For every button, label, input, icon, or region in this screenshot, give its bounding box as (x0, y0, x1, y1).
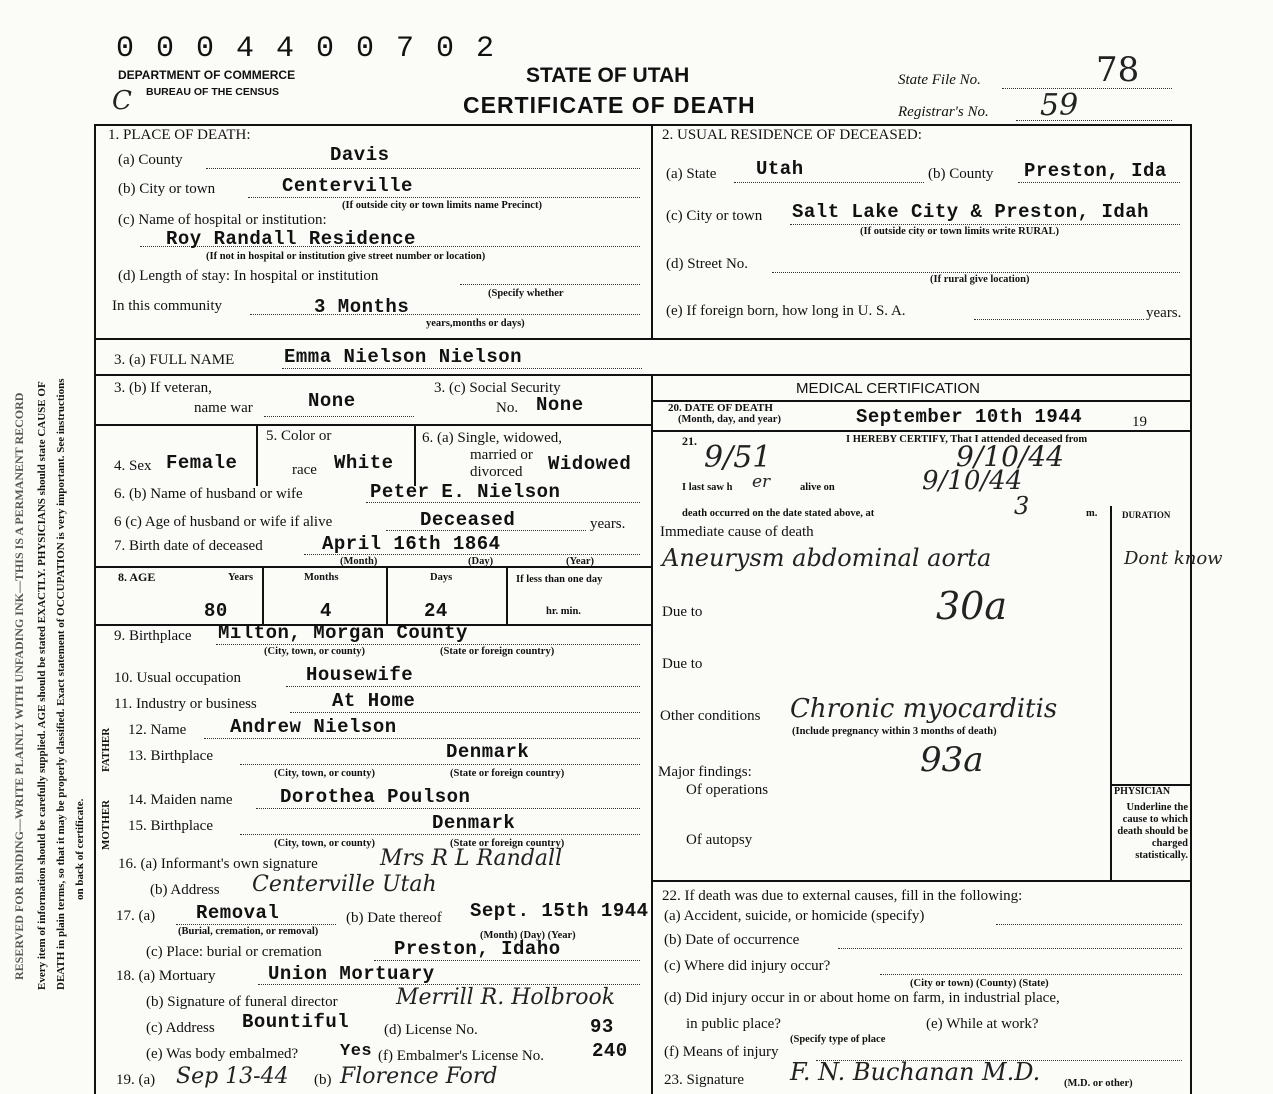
mortuary-address-label: (c) Address (146, 1020, 215, 1036)
filed-label: 19. (a) (116, 1072, 156, 1088)
street-label: (d) Street No. (666, 256, 749, 272)
date-thereof-label: (b) Date thereof (346, 910, 442, 926)
certificate-serial: 0 0 0 4 4 0 0 7 0 2 (116, 32, 497, 66)
external-heading: 22. If death was due to external causes, fill in the following: (662, 888, 1023, 904)
death-date-note: (Month, day, and year) (678, 414, 781, 425)
margin-instructions-2: DEATH in plain terms, so that it may be properly classified. Exact statement of OCCUPATION is very important. See instructions (55, 378, 67, 990)
foreign-suffix: years. (1146, 305, 1182, 321)
mother-birthplace: Denmark (432, 812, 516, 834)
mother-name-label: 14. Maiden name (128, 792, 233, 808)
director-label: (b) Signature of funeral director (146, 994, 338, 1010)
city-note: (If outside city or town limits name Precinct) (342, 200, 542, 211)
months-head: Months (304, 572, 339, 583)
embalmer-license: 240 (592, 1040, 628, 1062)
burial-date: Sept. 15th 1944 (470, 900, 649, 922)
certify-text: I HEREBY CERTIFY, That I attended deceased from (846, 434, 1088, 445)
sex-label: 4. Sex (114, 458, 152, 474)
physician-signature: F. N. Buchanan M.D. (790, 1058, 1041, 1086)
work-label: (e) While at work? (926, 1016, 1039, 1032)
hospital-note: (If not in hospital or institution give street number or location) (206, 251, 486, 262)
signature-label: 23. Signature (664, 1072, 744, 1088)
hospital-label: (c) Name of hospital or institution: (118, 212, 327, 228)
burial-place-label: (c) Place: burial or cremation (146, 944, 322, 960)
due-to-code: 30a (936, 584, 1008, 628)
community-label: In this community (112, 298, 222, 314)
where-label: (c) Where did injury occur? (664, 958, 831, 974)
occupation-label: 10. Usual occupation (114, 670, 242, 686)
spouse-age: Deceased (420, 509, 516, 531)
marital-label-2: married or (470, 447, 533, 463)
last-saw-label: I last saw h (682, 482, 733, 493)
father-state-note: (State or foreign country) (450, 768, 565, 779)
mother-city-note: (City, town, or county) (274, 838, 376, 849)
physician-head: PHYSICIAN (1114, 786, 1171, 797)
city-label: (b) City or town (118, 181, 216, 197)
res-city-note: (If outside city or town limits write RURAL) (860, 226, 1059, 237)
informant-label: 16. (a) Informant's own signature (118, 856, 318, 872)
attended-from: 9/51 (704, 440, 772, 475)
mortuary: Union Mortuary (268, 963, 435, 985)
industry: At Home (332, 690, 416, 712)
res-state: Utah (756, 158, 804, 180)
mdy-note: (Month) (Day) (Year) (480, 930, 576, 941)
ss-label: 3. (c) Social Security (434, 380, 561, 396)
county-label: (a) County (118, 152, 183, 168)
father-city-note: (City, town, or county) (274, 768, 376, 779)
public-label: in public place? (686, 1016, 781, 1032)
color-label: 5. Color or (266, 428, 332, 444)
major-findings-label: Major findings: (658, 764, 752, 780)
street-note: (If rural give location) (930, 274, 1030, 285)
birthplace: Milton, Morgan County (218, 622, 468, 644)
death-hospital: Roy Randall Residence (166, 228, 416, 250)
due-to-label-2: Due to (662, 656, 703, 672)
mother-name: Dorothea Poulson (280, 786, 471, 808)
document-title: CERTIFICATE OF DEATH (463, 92, 756, 118)
res-city-label: (c) City or town (666, 208, 763, 224)
informant-address: Centerville Utah (252, 872, 437, 897)
age-days: 24 (424, 600, 448, 622)
full-name: Emma Nielson Nielson (284, 346, 523, 368)
residence-heading: 2. USUAL RESIDENCE OF DECEASED: (662, 127, 922, 143)
last-saw-date: 9/10/44 (922, 466, 1023, 496)
mortuary-address: Bountiful (242, 1011, 350, 1033)
res-county-label: (b) County (928, 166, 994, 182)
stay-label: (d) Length of stay: In hospital or institution (118, 268, 379, 284)
operations-label: Of operations (686, 782, 769, 798)
father-side-label: FATHER (100, 727, 112, 772)
funeral-director-signature: Merrill R. Holbrook (396, 985, 616, 1010)
marital-label-1: 6. (a) Single, widowed, (422, 430, 562, 446)
res-city: Salt Lake City & Preston, Idah (792, 201, 1150, 223)
other-code: 93a (920, 740, 984, 780)
mother-birthplace-label: 15. Birthplace (128, 818, 213, 834)
war-label: name war (194, 400, 253, 416)
days-head: Days (430, 572, 453, 583)
pregnancy-note: (Include pregnancy within 3 months of death) (792, 726, 997, 737)
attended-to: 9/10/44 (956, 440, 1064, 473)
father-name-label: 12. Name (128, 722, 187, 738)
death-date: September 10th 1944 (856, 406, 1083, 428)
death-time: 3 (1014, 492, 1030, 520)
birth-date-label: 7. Birth date of deceased (114, 538, 263, 554)
age-years: 80 (204, 600, 228, 622)
spouse-label: 6. (b) Name of husband or wife (114, 486, 303, 502)
dept-commerce: DEPARTMENT OF COMMERCE (118, 68, 296, 82)
mother-state-note: (State or foreign country) (450, 838, 565, 849)
registrar-label: (b) (314, 1072, 332, 1088)
father-name: Andrew Nielson (230, 716, 397, 738)
margin-instructions-1: Every item of information should be carefully supplied. AGE should be stated EXACTLY. PHYSICIANS should state CAUSE OF (36, 381, 48, 990)
race: White (334, 452, 394, 474)
physician-note: Underline the cause to which death should be charged statistically. (1117, 802, 1188, 861)
home-label: (d) Did injury occur in or about home on farm, in industrial place, (664, 990, 1060, 1006)
due-to-label-1: Due to (662, 604, 703, 620)
sex: Female (166, 452, 238, 474)
embalmer-label: (f) Embalmer's License No. (378, 1048, 544, 1064)
death-county: Davis (330, 144, 390, 166)
father-birthplace: Denmark (446, 741, 530, 763)
death-date-label: 20. DATE OF DEATH (668, 402, 773, 414)
duration-head: DURATION (1122, 510, 1171, 520)
means-label: (f) Means of injury (664, 1044, 779, 1060)
autopsy-label: Of autopsy (686, 832, 753, 848)
state-title: STATE OF UTAH (526, 64, 690, 87)
veteran-war: None (308, 390, 356, 412)
certify-label: 21. (682, 434, 697, 448)
bureau-census: BUREAU OF THE CENSUS (146, 86, 280, 98)
duration-value: Dont know (1124, 548, 1223, 569)
burial-place: Preston, Idaho (394, 938, 561, 960)
informant-signature: Mrs R L Randall (380, 846, 563, 871)
res-county: Preston, Ida (1024, 160, 1167, 182)
other-conditions-label: Other conditions (660, 708, 761, 724)
margin-mark: C (112, 86, 132, 116)
medical-heading: MEDICAL CERTIFICATION (796, 380, 980, 397)
embalmed: Yes (340, 1042, 373, 1061)
social-security: None (536, 394, 584, 416)
md-note: (M.D. or other) (1064, 1078, 1133, 1089)
age-label: 8. AGE (118, 570, 156, 584)
registrar-number: 59 (1040, 88, 1079, 123)
filed-date: Sep 13-44 (176, 1064, 289, 1089)
spouse-age-label: 6 (c) Age of husband or wife if alive (114, 514, 333, 530)
years-head: Years (228, 572, 254, 583)
immediate-cause-label: Immediate cause of death (660, 524, 814, 540)
age-months: 4 (320, 600, 332, 622)
death-date-suffix: 19 (1132, 414, 1147, 430)
community-stay: 3 Months (314, 296, 410, 318)
foreign-label: (e) If foreign born, how long in U. S. A. (666, 303, 906, 319)
license-number: 93 (590, 1016, 614, 1038)
registrar-no-label: Registrar's No. (898, 104, 989, 120)
last-saw-pronoun: er (752, 472, 771, 492)
birthplace-label: 9. Birthplace (114, 628, 192, 644)
where-note: (City or town) (County) (State) (910, 978, 1049, 989)
birth-date: April 16th 1864 (322, 533, 501, 555)
units-note: years,months or days) (426, 318, 525, 329)
burial-disposition: Removal (196, 902, 280, 924)
burial-note: (Burial, cremation, or removal) (178, 926, 319, 937)
occurred-label: death occurred on the date stated above, at (682, 508, 875, 519)
margin-instructions-3: on back of certificate. (74, 798, 86, 900)
time-m-label: m. (1086, 508, 1098, 519)
registrar-signature: Florence Ford (340, 1064, 498, 1089)
years-suffix: years. (590, 516, 626, 532)
accident-label: (a) Accident, suicide, or homicide (specify) (664, 908, 925, 924)
place-of-death-heading: 1. PLACE OF DEATH: (108, 127, 251, 143)
alive-label: alive on (800, 482, 835, 493)
birthplace-state-note: (State or foreign country) (440, 646, 555, 657)
month-note: (Month) (340, 556, 378, 567)
marital-status: Widowed (548, 453, 632, 475)
mortuary-label: 18. (a) Mortuary (116, 968, 216, 984)
other-conditions: Chronic myocarditis (790, 694, 1058, 724)
race-label: race (292, 462, 317, 478)
hr-min: hr. min. (546, 606, 581, 617)
birthplace-city-note: (City, town, or county) (264, 646, 366, 657)
marital-label-3: divorced (470, 464, 523, 480)
year-note: (Year) (566, 556, 594, 567)
specify-place-note: (Specify type of place (790, 1034, 886, 1045)
res-state-label: (a) State (666, 166, 717, 182)
immediate-cause: Aneurysm abdominal aorta (662, 544, 992, 572)
father-birthplace-label: 13. Birthplace (128, 748, 213, 764)
informant-address-label: (b) Address (150, 882, 220, 898)
state-file-number: 78 (1096, 50, 1140, 90)
spouse-name: Peter E. Nielson (370, 481, 561, 503)
day-note: (Day) (468, 556, 494, 567)
occupation: Housewife (306, 664, 414, 686)
license-label: (d) License No. (384, 1022, 478, 1038)
mother-side-label: MOTHER (100, 799, 112, 850)
less-head: If less than one day (516, 574, 603, 585)
reserved-binding: RESERVED FOR BINDING—WRITE PLAINLY WITH UNFADING INK—THIS IS A PERMANENT RECORD (12, 392, 26, 980)
burial-label: 17. (a) (116, 908, 156, 924)
veteran-label: 3. (b) If veteran, (114, 380, 212, 396)
state-file-label: State File No. (898, 72, 981, 88)
death-city: Centerville (282, 175, 413, 197)
industry-label: 11. Industry or business (114, 696, 257, 712)
embalmed-label: (e) Was body embalmed? (146, 1046, 299, 1062)
full-name-label: 3. (a) FULL NAME (114, 352, 235, 368)
specify-note: (Specify whether (488, 288, 564, 299)
ss-no-label: No. (496, 400, 519, 416)
occurrence-label: (b) Date of occurrence (664, 932, 800, 948)
